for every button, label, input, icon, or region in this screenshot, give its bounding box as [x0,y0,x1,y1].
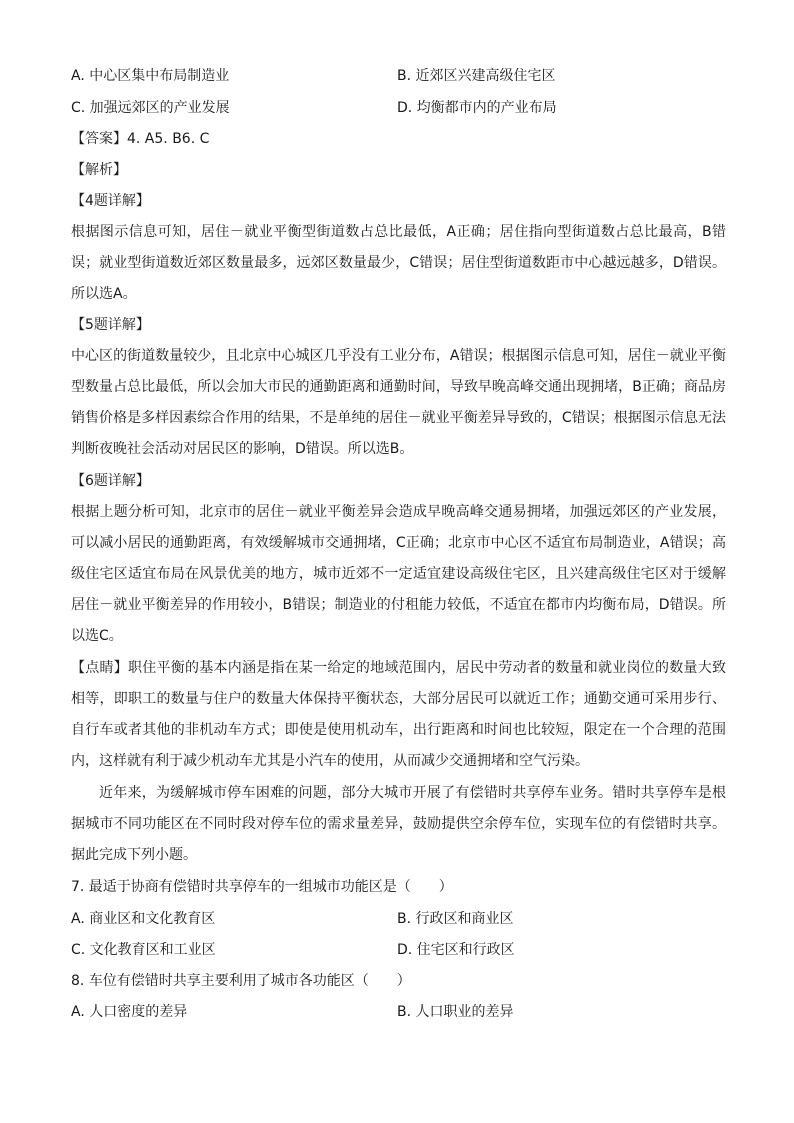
q6-body: 根据上题分析可知，北京市的居住－就业平衡差异会造成早晚高峰交通易拥堵，加强远郊区的产业发展，可以减小居民的通勤距离，有效缓解城市交通拥堵，C正确；北京市中心区不适宜布局制造业，A错误；高级住宅区适宜布局在风景优美的地方，城市近郊不一定适宜建设高级住宅区，且兴建高级住宅区对于缓解居住－就业平衡差异的作用较小，B错误；制造业的付租能力较低，不适宜在都市内均衡布局，D错误。所以选C。 [71,504,726,644]
q7-option-row-1 [71,909,731,929]
q3-option-b: B. 近郊区兴建高级住宅区 [397,68,556,84]
tip-label: 【点睛】 [71,660,128,676]
q7-option-d: D. 住宅区和行政区 [397,942,515,958]
q7-option-c: C. 文化教育区和工业区 [71,942,216,958]
q7-stem: 7. 最适于协商有偿错时共享停车的一组城市功能区是（ ） [71,879,453,895]
q3-option-a: A. 中心区集中布局制造业 [71,68,230,84]
passage-paragraph: 近年来，为缓解城市停车困难的问题，部分大城市开展了有偿错时共享停车业务。错时共享停车是根据城市不同功能区在不同时段对停车位的需求量差异，鼓励提供空余停车位，实现车位的有偿错时共享。据此完成下列小题。 [71,785,726,863]
answer-label: 【答案】 [71,131,127,147]
q4-body: 根据图示信息可知，居住－就业平衡型街道数占总比最低，A正确；居住指向型街道数占总比最高，B错误；就业型街道数近郊区数量最多，远郊区数量最少，C错误；居住型街道数距市中心越远越多，D错误。所以选A。 [71,224,726,302]
q6-title: 【6题详解】 [71,473,150,489]
q8-option-row-1 [71,1002,731,1022]
answer-line [71,129,209,149]
analysis-label: 【解析】 [71,162,127,178]
q3-option-row-1 [71,66,731,86]
q3-option-row-2 [71,98,731,118]
q7-option-a: A. 商业区和文化教育区 [71,911,216,927]
q3-option-c: C. 加强远郊区的产业发展 [71,100,230,116]
q7-option-b: B. 行政区和商业区 [397,911,514,927]
q8-stem: 8. 车位有偿错时共享主要利用了城市各功能区（ ） [71,973,411,989]
q7-option-row-2 [71,940,731,960]
q4-title: 【4题详解】 [71,193,150,209]
answer-text: 4. A5. B6. C [127,131,210,147]
q8-option-a: A. 人口密度的差异 [71,1004,188,1020]
q8-option-b: B. 人口职业的差异 [397,1004,514,1020]
q5-body: 中心区的街道数量较少，且北京中心城区几乎没有工业分布，A错误；根据图示信息可知，居住－就业平衡型数量占总比最低，所以会加大市民的通勤距离和通勤时间，导致早晚高峰交通出现拥堵，B正确；商品房销售价格是多样因素综合作用的结果，不是单纯的居住－就业平衡差异导致的，C错误；根据图示信息无法判断夜晚社会活动对居民区的影响，D错误。所以选B。 [71,348,726,457]
q5-title: 【5题详解】 [71,317,150,333]
q3-option-d: D. 均衡都市内的产业布局 [397,100,557,116]
tip-body: 职住平衡的基本内涵是指在某一给定的地域范围内，居民中劳动者的数量和就业岗位的数量大致相等，即职工的数量与住户的数量大体保持平衡状态，大部分居民可以就近工作；通勤交通可采用步行、自行车或者其他的非机动车方式；即使是使用机动车，出行距离和时间也比较短，限定在一个合理的范围内，这样就有利于减少机动车尤其是小汽车的使用，从而减少交通拥堵和空气污染。 [71,660,727,769]
tip-paragraph [71,653,726,777]
